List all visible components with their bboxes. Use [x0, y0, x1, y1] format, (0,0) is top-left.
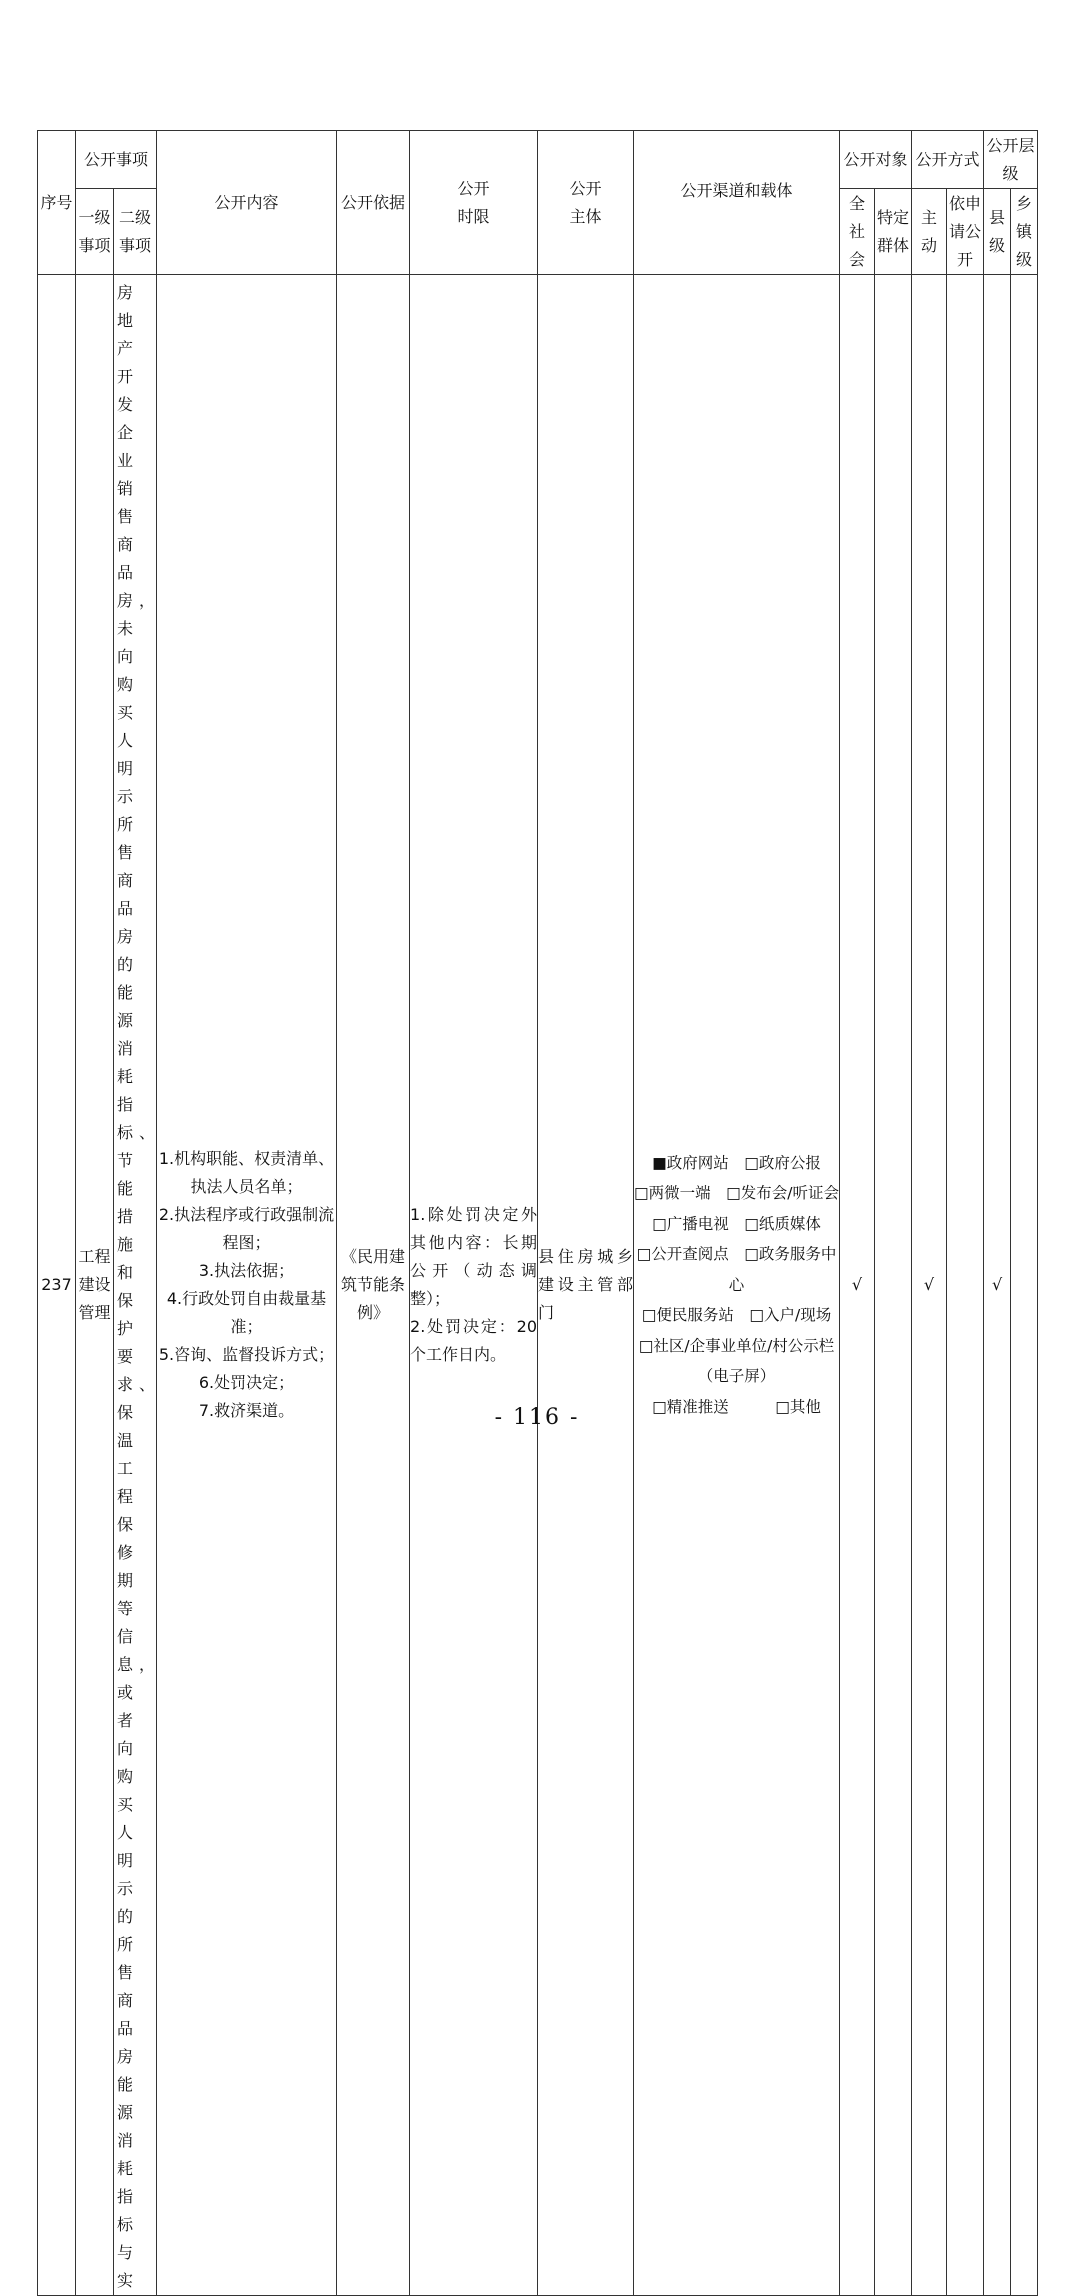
channel-item: □广播电视 □纸质媒体 — [652, 1214, 821, 1233]
header-level-town — [1011, 189, 1038, 275]
row-audience-all: √ — [840, 275, 875, 2296]
channel-item: □精准推送 □其他 — [652, 1397, 821, 1416]
header-mode-active — [912, 189, 947, 275]
channel-list — [634, 1148, 839, 1423]
channel-item: □两微一端 □发布会/听证会 — [634, 1184, 840, 1203]
header-basis: 公开依据 — [337, 131, 410, 275]
header-level-county-label: 县级 — [989, 207, 1006, 255]
row-audience-group — [875, 275, 912, 2296]
content-item: 5.咨询、监督投诉方式； — [158, 1345, 335, 1364]
content-item: 6.处罚决定； — [198, 1373, 295, 1392]
disclosure-table — [37, 130, 1038, 2296]
header-level — [984, 131, 1038, 189]
header-audience: 公开对象 — [840, 131, 912, 189]
header-mode-request — [947, 189, 984, 275]
content-item: 3.执法依据； — [198, 1261, 295, 1280]
time-limit-item: 2.处罚决定：20个工作日内。 — [410, 1317, 538, 1364]
row-subject: 县住房城乡建设主管部门 — [538, 275, 634, 2296]
header-mode: 公开方式 — [912, 131, 984, 189]
header-level-county — [984, 189, 1011, 275]
header-time-limit — [410, 131, 538, 275]
header-row-1 — [38, 131, 1038, 189]
channel-item: □社区/企事业单位/村公示栏（电子屏） — [638, 1336, 835, 1386]
header-level-town-label: 乡镇级 — [1016, 193, 1033, 269]
page-number: - 116 - — [494, 1405, 580, 1430]
row-mode-active: √ — [912, 275, 947, 2296]
header-time-limit-label: 公开时限 — [457, 178, 490, 226]
header-item-l2 — [114, 189, 157, 275]
header-audience-group — [875, 189, 912, 275]
row-level-county: √ — [984, 275, 1011, 2296]
header-item-l1-label: 一级事项 — [78, 207, 111, 255]
header-audience-all — [840, 189, 875, 275]
row-level-town — [1011, 275, 1038, 2296]
row-item-l1-text: 工程建设管理 — [78, 1247, 111, 1322]
row-mode-request — [947, 275, 984, 2296]
row-time-limit — [410, 275, 538, 2296]
row-content — [157, 275, 337, 2296]
header-content: 公开内容 — [157, 131, 337, 275]
header-item: 公开事项 — [76, 131, 157, 189]
header-seq: 序号 — [38, 131, 76, 275]
header-mode-request-label: 依申请公开 — [949, 193, 982, 269]
channel-item: □便民服务站 □入户/现场 — [641, 1306, 832, 1325]
header-item-l1 — [76, 189, 114, 275]
header-level-label: 公开层级 — [986, 135, 1035, 183]
time-limit-item: 1.除处罚决定外其他内容：长期公开（动态调整）； — [410, 1205, 538, 1308]
content-list — [157, 1145, 336, 1425]
row-item-l2 — [114, 275, 162, 2296]
header-audience-group-label: 特定群体 — [877, 207, 910, 255]
content-item: 7.救济渠道。 — [198, 1401, 295, 1420]
time-limit-list — [410, 1201, 537, 1369]
header-audience-all-label: 全社会 — [849, 193, 866, 269]
row-channels — [634, 275, 840, 2296]
header-channels: 公开渠道和载体 — [634, 131, 840, 275]
header-subject — [538, 131, 634, 275]
row-seq: 237 — [38, 275, 76, 2296]
row-item-l1 — [76, 275, 114, 2296]
channel-item: ■政府网站 □政府公报 — [652, 1153, 821, 1172]
table-row — [38, 275, 1038, 2296]
header-mode-active-label: 主动 — [921, 207, 938, 255]
channel-item: □公开查阅点 □政务服务中心 — [636, 1245, 837, 1294]
row-basis: 《民用建筑节能条例》 — [337, 275, 410, 2296]
content-item: 2.执法程序或行政强制流程图； — [158, 1205, 335, 1252]
row-item-l2-text: 房地产开发企业销售商品房，未向购买人明示所售商品房的能源消耗指标、节能措施和保护要求、保温工程保修期等信息，或者向购买人明示的所售商品房能源消耗指标与实 — [117, 283, 162, 2290]
content-item: 4.行政处罚自由裁量基准； — [166, 1289, 327, 1336]
content-item: 1.机构职能、权责清单、执法人员名单； — [158, 1149, 335, 1196]
header-item-l2-label: 二级事项 — [119, 207, 152, 255]
header-subject-label: 公开主体 — [569, 178, 602, 226]
